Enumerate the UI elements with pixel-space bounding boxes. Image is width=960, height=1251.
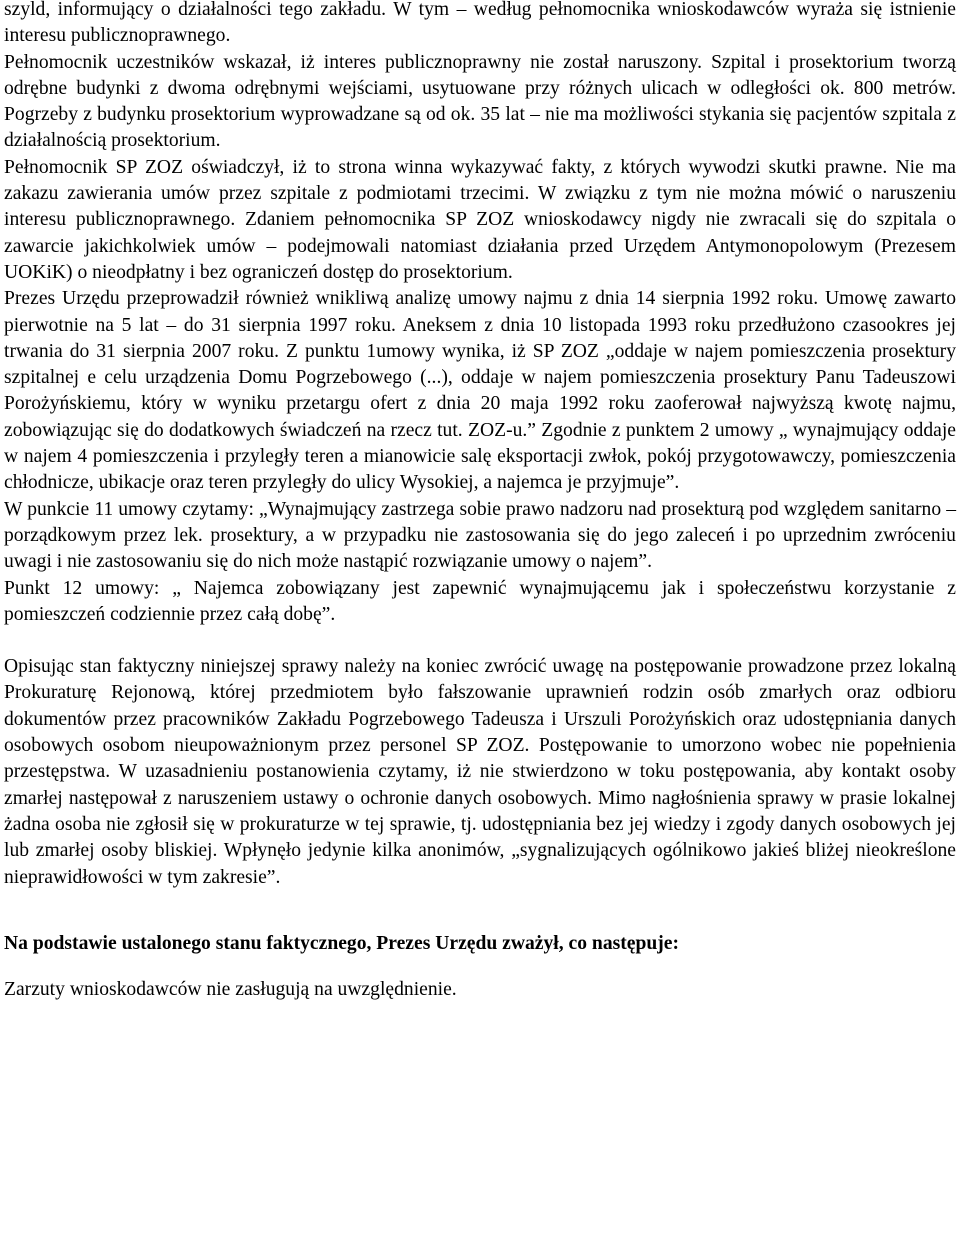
sentence: Wpłynęło jedynie kilka anonimów, „sygnalizujących ogólnikowo jakieś bliżej nieokreślone nieprawidłowości w tym zakresie”. [4, 840, 957, 888]
sentence: Nie ma zakazu zawierania umów przez szpitale z podmiotami trzecimi. [4, 156, 956, 205]
sentence: W uzasadnieniu postanowienia czytamy, iż nie stwierdzono w toku postępowania, aby kontakt osoby zmarłej następował z naruszeniem ustawy o ochronie danych osobowych. [4, 761, 956, 809]
facts-section-1 [4, 0, 956, 628]
sentence: szyld, informujący o działalności tego zakładu. W tym – według pełnomocnika wnioskodawców wyraża się istnienie interesu publicznoprawnego. [4, 0, 956, 47]
sentence: Z punktu 1umowy wynika, iż SP ZOZ „oddaje w najem pomieszczenia prosektury szpitalnej e celu urządzenia Domu Pogrzebowego (...), oddaje w najem pomieszczenia prosektury Panu Tadeuszowi Porożyńskiemu, który w wyniku przetargu ofert z dnia 20 maja 1992 roku zaoferował najwyższą kwotę najmu, zobowiązując się do dodatkowych świadczeń na rzecz tut. ZOZ-u.” [4, 340, 957, 441]
sentence: Pogrzeby z budynku prosektorium wyprowadzane są od ok. 35 lat – nie ma możliwości stykania się pacjentów szpitala z działalnością prosektorium. [4, 104, 956, 152]
sentence: Zgodnie z punktem 2 umowy „ wynajmujący oddaje w najem 4 pomieszczenia i przyległy teren a mianowicie salę eksportacji zwłok, pokój przygotowawczy, pomieszczenia chłodnicze, ubikacje oraz teren przyległy do ulicy Wysokiej, a najemca je przyjmuje”. [4, 419, 956, 494]
spacer [4, 891, 956, 931]
sentence: Aneksem z dnia 10 listopada 1993 roku przedłużono czasookres jej trwania do 31 sierpnia 2007 roku. [4, 314, 956, 362]
sentence: Umowę zawarto pierwotnie na 5 lat – do 31 sierpnia 1997 roku. [4, 288, 956, 336]
sentence: Punkt 12 umowy: „ Najemca zobowiązany jest zapewnić wynajmującemu jak i społeczeństwu korzystanie z pomieszczeń codziennie przez całą dobę”. [4, 577, 956, 625]
sentence: Szpital i prosektorium tworzą odrębne budynki z dwoma odrębnymi wejściami, usytuowane przy różnych ulicach w odległości ok. 800 metrów. [4, 51, 956, 99]
sentence: Postępowanie to umorzono wobec nie popełnienia przestępstwa. [4, 735, 957, 783]
sentence: W związku z tym nie można mówić o naruszeniu interesu publicznoprawnego. [4, 183, 956, 231]
sentence: Pełnomocnik uczestników wskazał, iż interes publicznoprawny nie został naruszony. [4, 51, 712, 73]
sentence: Pełnomocnik SP ZOZ oświadczył, iż to strona winna wykazywać fakty, z których wywodzi skutki prawne. [4, 156, 896, 178]
sentence: Mimo nagłośnienia sprawy w prasie lokalnej żadna osoba nie zgłosił się w prokuraturze w tej sprawie, tj. udostępniania bez jej wiedzy i zgody danych osobowych jej lub zmarłej osoby bliskiej. [4, 787, 956, 862]
spacer [4, 628, 956, 654]
paragraph-point-11 [4, 497, 956, 576]
paragraph-intro [4, 0, 956, 50]
conclusion-text: Zarzuty wnioskodawców nie zasługują na uwzględnienie. [4, 979, 457, 1001]
sentence: Prezes Urzędu przeprowadził również wnikliwą analizę umowy najmu z dnia 14 sierpnia 1992 roku. [4, 288, 826, 310]
section-heading: Na podstawie ustalonego stanu faktycznego, Prezes Urzędu zważył, co następuje: [4, 932, 680, 954]
sentence: Zdaniem pełnomocnika SP ZOZ wnioskodawcy nigdy nie zwracali się do szpitala o zawarcie jakichkolwiek umów – podejmowali natomiast działania przed Urzędem Antymonopolowym (Prezesem UOKiK) o nieodpłatny i bez ograniczeń dostęp do prosektorium. [4, 209, 956, 283]
facts-section-2 [4, 654, 956, 891]
sentence: W punkcie 11 umowy czytamy: „Wynajmujący zastrzega sobie prawo nadzoru nad prosekturą pod względem sanitarno – porządkowym przez lek. [4, 498, 956, 546]
spacer [4, 957, 956, 977]
paragraph-point-12 [4, 576, 956, 629]
paragraph-participants-representative [4, 50, 956, 155]
paragraph-lease-analysis [4, 286, 956, 496]
sentence: prosektury, a w przypadku nie zastosowania się do jego zaleceń i po uprzednim zwróceniu uwagi i nie zastosowaniu się do nich może nastąpić rozwiązanie umowy o najem”. [4, 524, 956, 573]
sentence: Opisując stan faktyczny niniejszej sprawy należy na koniec zwrócić uwagę na postępowanie prowadzone przez lokalną Prokuraturę Rejonową, której przedmiotem było fałszowanie uprawnień rodzin osób zmarłych oraz odbioru dokumentów przez pracowników Zakładu Pogrzebowego Tadeusza i Urszuli Porożyńskich oraz udostępniania danych osobowych osobom nieupoważnionym przez personel SP ZOZ. [4, 656, 956, 757]
paragraph-spzoz-representative [4, 155, 956, 286]
paragraph-prosecution [4, 654, 956, 891]
